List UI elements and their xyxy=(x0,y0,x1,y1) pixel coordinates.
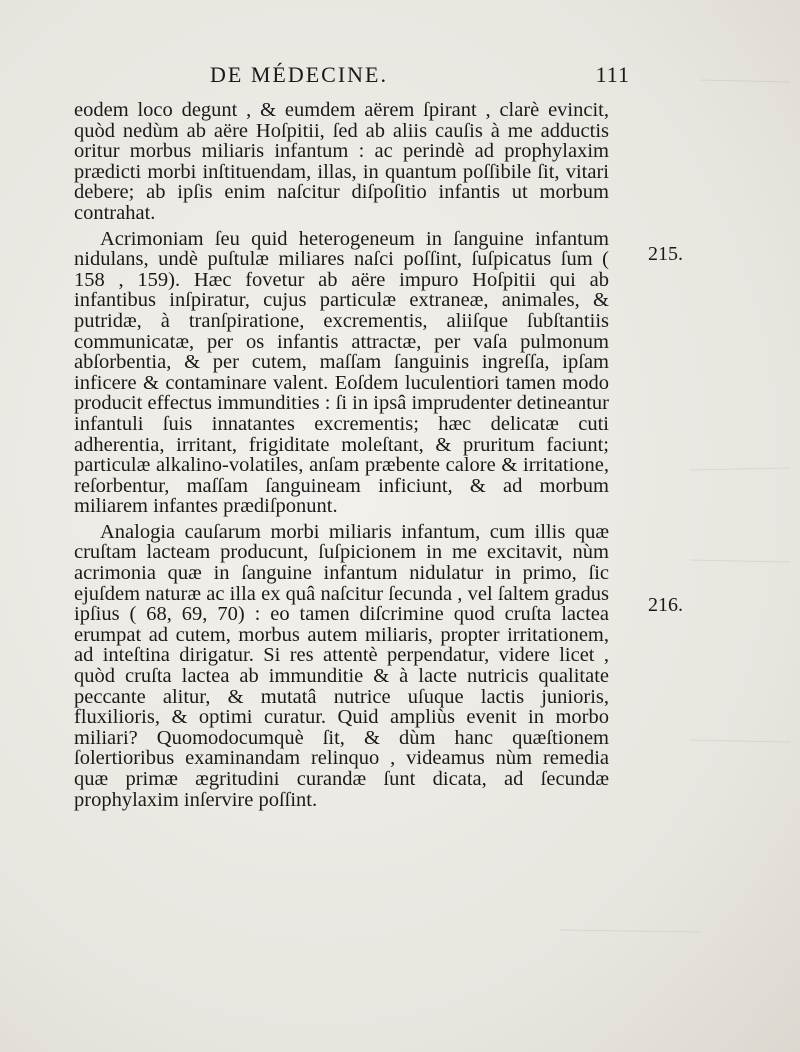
page-number: 111 xyxy=(595,62,630,87)
paragraph-continuation: eodem loco degunt , & eumdem aërem ſpirant , clarè evincit, quòd nedùm ab aëre Hoſpitii, ſed ab aliis cauſis à me adductis oritur morbus miliaris infantum : ac perindè ad prophylaxim prædicti morbi inſtituendam, illas, in quantum poſſibile ſit, vitari debere; ab ipſis enim naſcitur diſpoſitio infantis ut morbum contrahat. xyxy=(74,99,609,224)
margin-note-215: 215. xyxy=(648,243,683,265)
body-text xyxy=(74,100,609,815)
running-title: DE MÉDECINE. xyxy=(210,62,388,87)
margin-note-216: 216. xyxy=(648,594,683,616)
paragraph-215: Acrimoniam ſeu quid heterogeneum in ſanguine infantum nidulans, undè puſtulæ miliares naſci poſſint, ſuſpicatus ſum ( 158 , 159). Hæc fovetur ab aëre impuro Hoſpitii qui ab infantibus inſpiratur, cujus particulæ extraneæ, animales, & putridæ, à tranſpiratione, excrementis, aliiſque ſubſtantiis communicatæ, per os infantis attractæ, per vaſa pulmonum abſorbentia, & per cutem, maſſam ſanguinis ingreſſa, ipſam inficere & contaminare valent. Eoſdem luculentiori tamen modo producit effectus immundities : ſi in ipsâ imprudenter detineantur infantuli ſuis innatantes excrementis; hæc delicatæ cuti adherentia, irritant, frigiditate moleſtant, & pruritum faciunt; particulæ alkalino-volatiles, anſam præbente calore & irritatione, reſorbentur, maſſam ſanguineam inficiunt, & ad morbum miliarem infantes prædiſponunt. xyxy=(74,227,609,518)
paragraph-216: Analogia cauſarum morbi miliaris infantum, cum illis quæ cruſtam lacteam producunt, ſuſpicionem in me excitavit, nùm acrimonia quæ in ſanguine infantum nidulatur in primo, ſic ejuſdem naturæ ac illa ex quâ naſcitur ſecunda , vel ſaltem gradus ipſius ( 68, 69, 70) : eo tamen diſcrimine quod cruſta lactea erumpat ad cutem, morbus autem miliaris, propter irritationem, ad inteſtina dirigatur. Si res attentè perpendatur, videre licet , quòd cruſta lactea ab immunditie & à lacte nutricis qualitate peccante alitur, & mutatâ nutrice uſuque lactis junioris, fluxilioris, & optimi curatur. Quid ampliùs evenit in morbo miliari? Quomodocumquè ſit, & dùm hanc quæſtionem ſolertioribus examinandam relinquo , videamus nùm remedia quæ primæ ægritudini curandæ ſunt dicata, ad ſecundæ prophylaxim inſervire poſſint. xyxy=(74,520,609,811)
